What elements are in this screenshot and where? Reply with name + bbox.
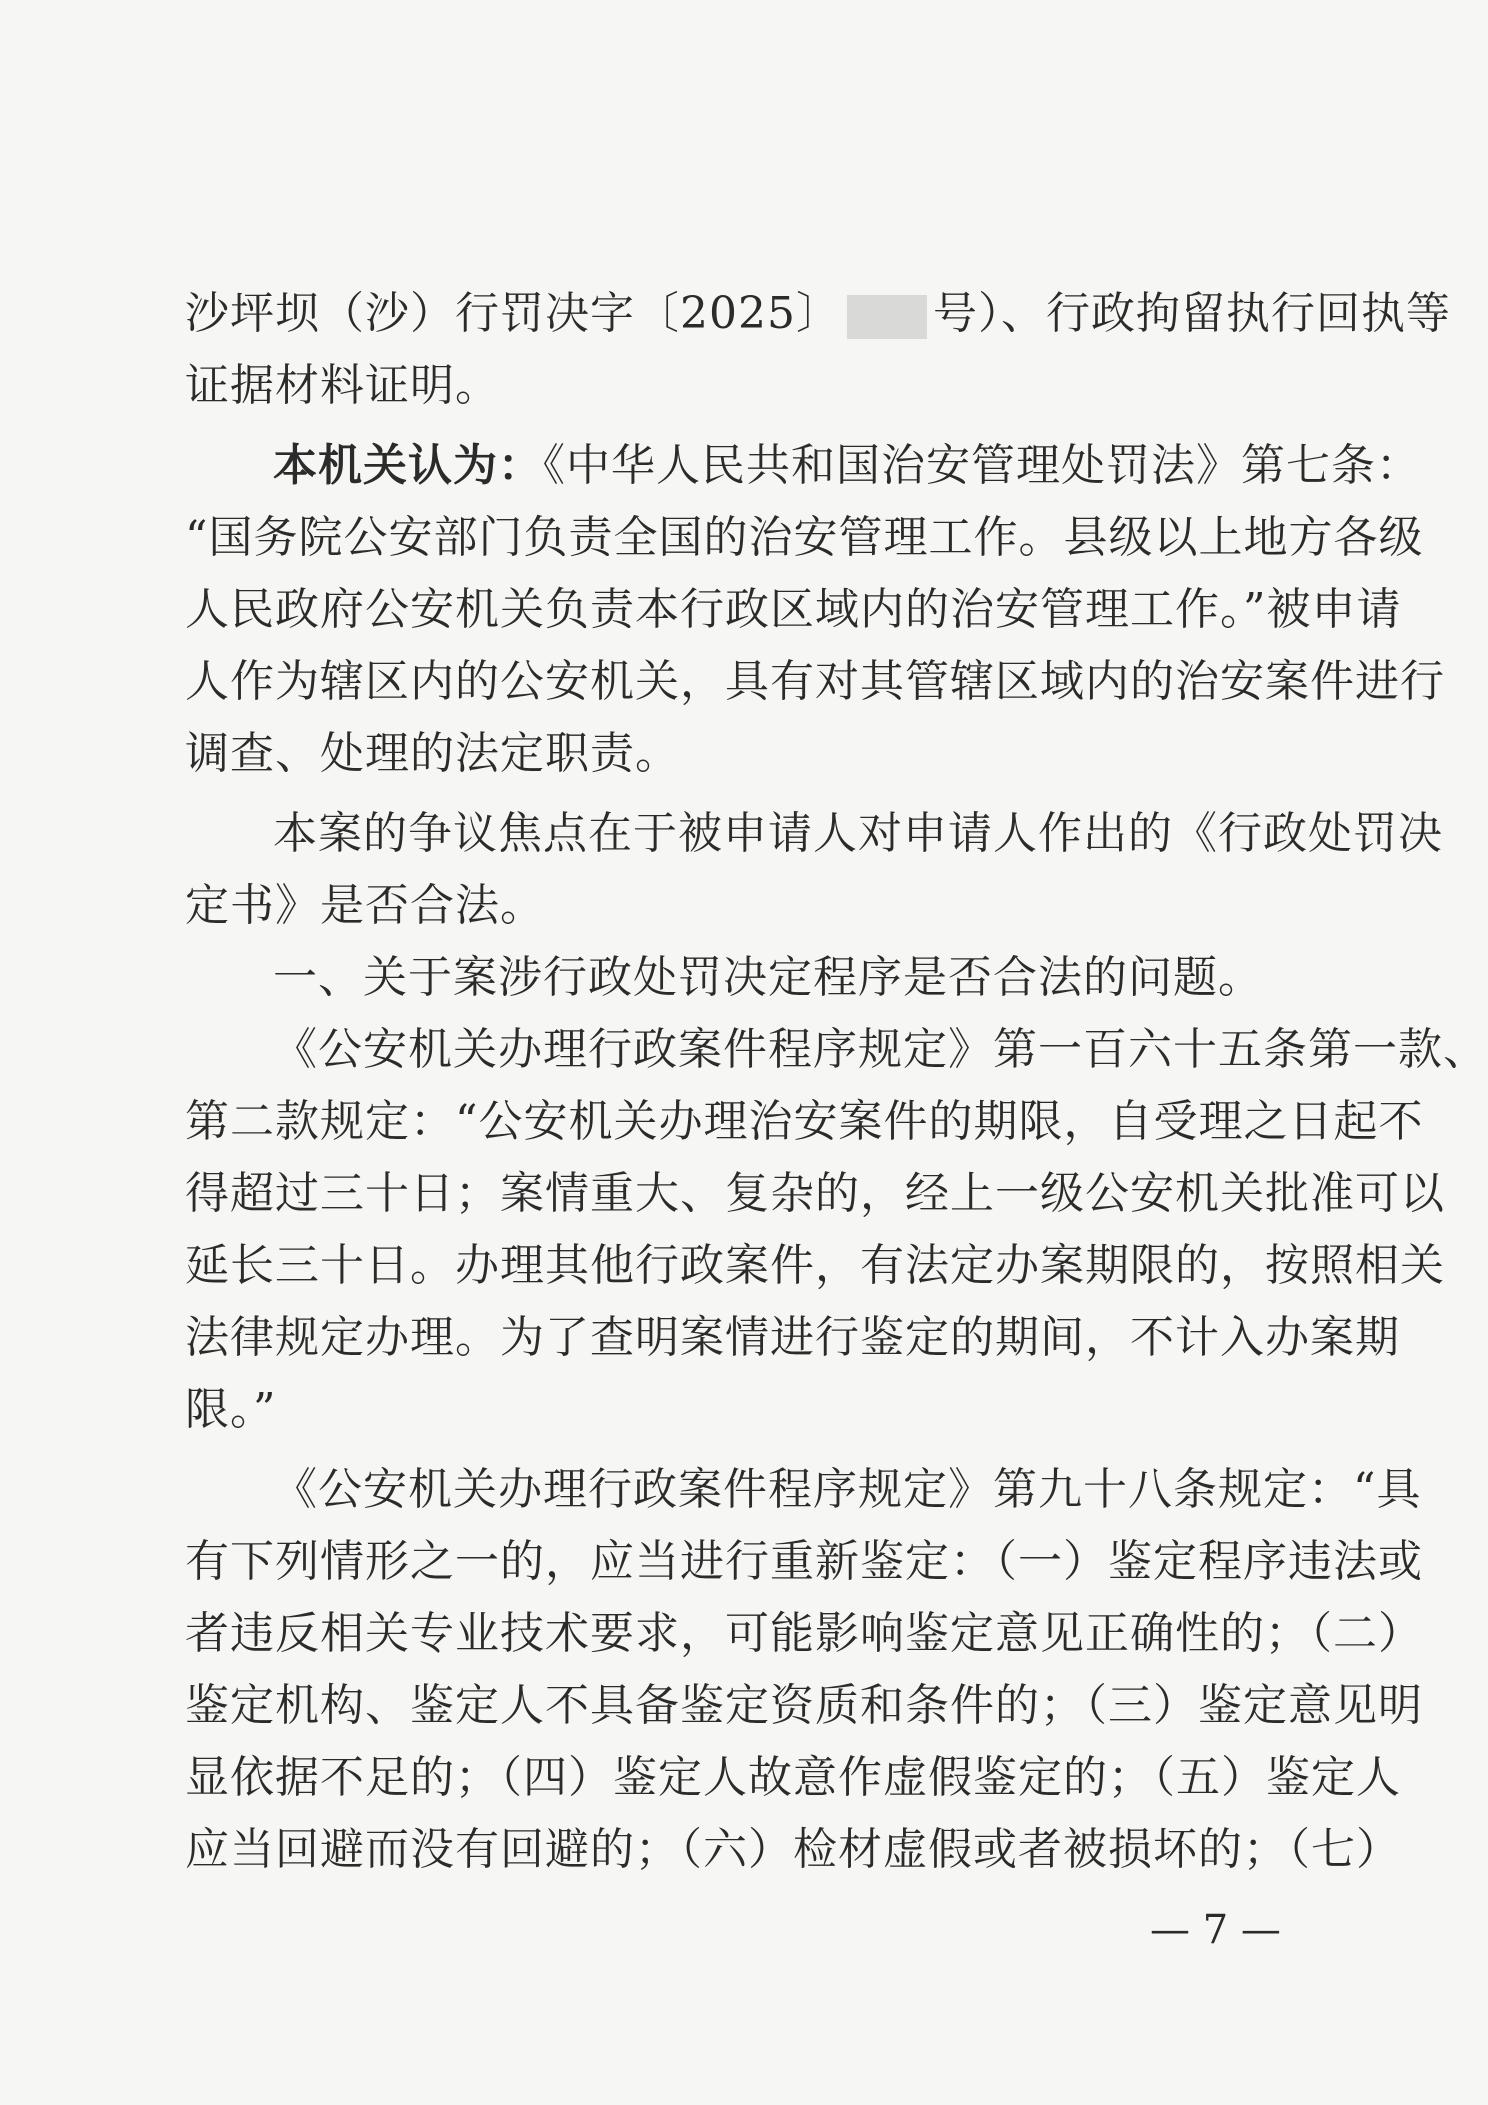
text-line-1-end: 号）、行政拘留执行回执等 (932, 288, 1451, 339)
conclusion-heading: 本机关认为： (273, 440, 543, 491)
text-line-7: 调查、处理的法定职责。 (185, 728, 680, 779)
text-line-20: 鉴定机构、鉴定人不具备鉴定资质和条件的；（三）鉴定意见明 (185, 1680, 1423, 1731)
text-line-2: 证据材料证明。 (185, 360, 500, 411)
text-line-6: 人作为辖区内的公安机关，具有对其管辖区域内的治安案件进行 (185, 656, 1445, 707)
page-number: — 7 — (1150, 1907, 1281, 1953)
document-body (185, 278, 1488, 1886)
text-line-3-rest: 《中华人民共和国治安管理处罚法》第七条： (543, 440, 1421, 491)
text-line-1 (185, 278, 1451, 350)
text-line-21: 显依据不足的；（四）鉴定人故意作虚假鉴定的；（五）鉴定人 (185, 1752, 1401, 1803)
text-line-15: 法律规定办理。为了查明案情进行鉴定的期间，不计入办案期 (185, 1312, 1400, 1363)
text-line-3 (185, 430, 1421, 502)
text-line-19: 者违反相关专业技术要求，可能影响鉴定意见正确性的；（二） (185, 1608, 1423, 1659)
text-line-12: 第二款规定：“公安机关办理治安案件的期限，自受理之日起不 (185, 1096, 1424, 1147)
text-line-18: 有下列情形之一的，应当进行重新鉴定：（一）鉴定程序违法或 (185, 1536, 1423, 1587)
text-line-4: “国务院公安部门负责全国的治安管理工作。县级以上地方各级 (185, 512, 1424, 563)
redacted-number (847, 295, 927, 339)
text-line-1-start: 沙坪坝（沙）行罚决字〔2025〕 (185, 288, 841, 339)
text-line-22: 应当回避而没有回避的；（六）检材虚假或者被损坏的；（七） (185, 1824, 1401, 1875)
text-line-13: 得超过三十日；案情重大、复杂的，经上一级公安机关批准可以 (185, 1168, 1445, 1219)
text-line-9: 定书》是否合法。 (185, 880, 545, 931)
text-line-8: 本案的争议焦点在于被申请人对申请人作出的《行政处罚决 (273, 808, 1443, 859)
text-line-5: 人民政府公安机关负责本行政区域内的治安管理工作。”被申请 (185, 584, 1402, 635)
text-line-14: 延长三十日。办理其他行政案件，有法定办案期限的，按照相关 (185, 1240, 1445, 1291)
text-line-10: 一、关于案涉行政处罚决定程序是否合法的问题。 (273, 952, 1263, 1003)
text-line-16: 限。” (185, 1384, 277, 1435)
text-line-17: 《公安机关办理行政案件程序规定》第九十八条规定：“具 (273, 1464, 1422, 1515)
text-line-11: 《公安机关办理行政案件程序规定》第一百六十五条第一款、 (273, 1024, 1488, 1075)
